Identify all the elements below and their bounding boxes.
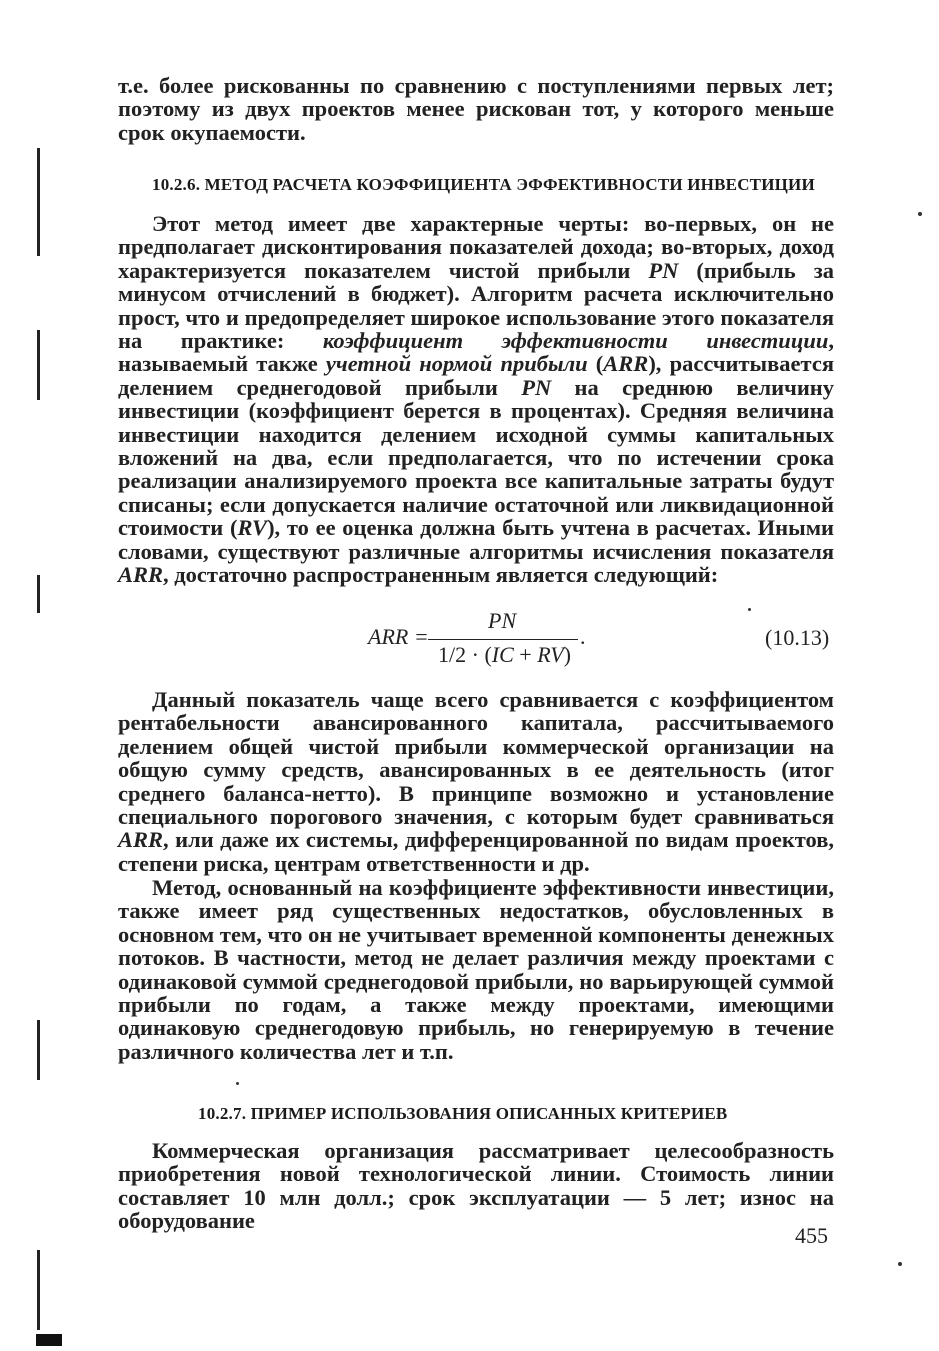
formula-lhs: ARR = bbox=[368, 624, 429, 649]
scan-speck bbox=[748, 608, 751, 611]
text-run: Данный показатель чаще всего сравнивается с коэффициентом рентабельности авансированного капитала, рассчитываемого делением общей чистой прибыли коммерческой организации на общую сумму средств, авансированных в ее деятельность (итог среднего баланса-нетто). В принципе возможно и установление специального порогового значения, с которым будет сравниваться bbox=[118, 687, 834, 830]
page-number: 455 bbox=[795, 1223, 828, 1248]
text-run: , называемый также bbox=[118, 328, 834, 377]
term-investment-efficiency: коэффициент эффективности инвестиции bbox=[322, 328, 829, 354]
text-run: ), то ее оценка должна быть учтена в расчетах. Иными словами, существуют различные алгоритмы исчисления показателя bbox=[118, 515, 834, 564]
scan-margin-line bbox=[37, 330, 40, 400]
text-run: на среднюю величину инвестиции (коэффициент берется в процентах). Средняя величина инвестиции находится делением исходной суммы капитальных вложений на два, если предполагается, что по истечении срока реализации анализируемого проекта все капитальные затраты будут списаны; если допускается наличие остаточной или ликвидационной стоимости ( bbox=[118, 374, 834, 541]
formula-10-13 bbox=[368, 610, 788, 670]
scan-margin-line bbox=[37, 1020, 40, 1080]
scan-margin-line bbox=[37, 1250, 40, 1330]
symbol-rv: RV bbox=[537, 642, 564, 667]
compare-paragraph bbox=[118, 688, 834, 875]
example-paragraph bbox=[118, 1139, 834, 1233]
symbol-arr: ARR bbox=[118, 827, 164, 853]
text-run: Этот метод имеет две характерные черты: во-первых, он не предполагает дисконтирования показателей дохода; во-вторых, доход характеризуется показателем чистой прибыли bbox=[118, 211, 834, 283]
compare-text bbox=[118, 688, 834, 875]
scan-speck bbox=[236, 1082, 239, 1085]
term-accounting-rate: учетной нормой прибыли bbox=[325, 351, 588, 377]
formula-denominator bbox=[438, 642, 571, 668]
scan-margin-line bbox=[37, 148, 40, 256]
den-part: ) bbox=[563, 642, 571, 667]
scan-margin-line bbox=[37, 575, 40, 613]
intro-text: т.е. более рискованны по сравнению с поступлениями первых лет; поэтому из двух проектов менее рискован тот, у которого меньше срок окупаемости. bbox=[118, 73, 834, 145]
symbol-rv: RV bbox=[237, 515, 268, 541]
scan-speck bbox=[918, 212, 922, 216]
section-heading-10-2-7: 10.2.7. ПРИМЕР ИСПОЛЬЗОВАНИЯ ОПИСАННЫХ КРИТЕРИЕВ bbox=[198, 1104, 728, 1123]
example-text: Коммерческая организация рассматривает целесообразность приобретения новой технологической линии. Стоимость линии составляет 10 млн долл.; срок эксплуатации — 5 лет; износ на оборудование bbox=[118, 1138, 834, 1234]
symbol-pn: PN bbox=[648, 257, 679, 283]
text-run: ( bbox=[587, 351, 604, 377]
den-part: + bbox=[513, 642, 538, 667]
drawbacks-text: Метод, основанный на коэффициенте эффективности инвестиции, также имеет ряд существенных недостатков, обусловленных в основном тем, что он не учитывает временной компоненты денежных потоков. В частности, метод не делает различия между проектами с одинаковой суммой среднегодовой прибыли, но варьирующей суммой прибыли по годам, а также между проектами, имеющими одинаковую среднегодовую прибыль, но генерируемую в течение различного количества лет и т.п. bbox=[118, 875, 834, 1064]
formula-period: . bbox=[580, 624, 586, 649]
method-paragraph bbox=[118, 212, 834, 587]
symbol-ic: IC bbox=[491, 642, 514, 667]
method-text bbox=[118, 212, 834, 587]
text-run: , или даже их системы, дифференцированной по видам проектов, степени риска, центрам ответственности и др. bbox=[118, 827, 834, 876]
symbol-arr: ARR bbox=[603, 351, 649, 377]
scan-corner-mark bbox=[36, 1334, 62, 1346]
text-run: (прибыль за минусом отчислений в бюджет). Алгоритм расчета исключительно прост, что и предопределяет широкое использование этого показателя на практике: bbox=[118, 257, 834, 354]
intro-paragraph bbox=[118, 74, 834, 144]
text-run: ), рассчитывается делением среднегодовой прибыли bbox=[118, 351, 834, 400]
formula-numerator: PN bbox=[488, 608, 517, 633]
fraction-bar bbox=[428, 639, 578, 640]
equation-number: (10.13) bbox=[765, 625, 830, 650]
scan-speck bbox=[898, 1262, 902, 1266]
symbol-pn: PN bbox=[521, 374, 552, 400]
symbol-arr: ARR bbox=[118, 562, 164, 588]
den-part: 1/2 · ( bbox=[438, 642, 492, 667]
drawbacks-paragraph bbox=[118, 876, 834, 1063]
section-heading-10-2-6: 10.2.6. МЕТОД РАСЧЕТА КОЭФФИЦИЕНТА ЭФФЕКТИВНОСТИ ИНВЕСТИЦИИ bbox=[152, 175, 815, 194]
text-run: , достаточно распространенным является следующий: bbox=[163, 562, 719, 588]
